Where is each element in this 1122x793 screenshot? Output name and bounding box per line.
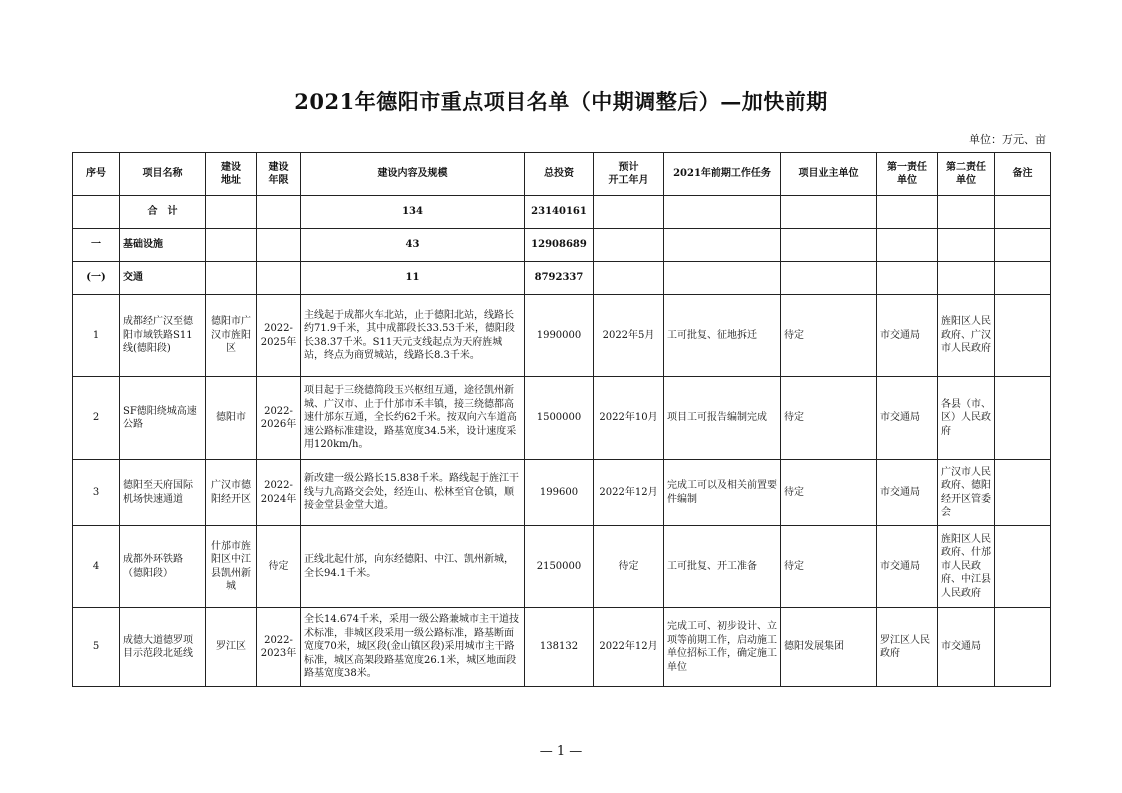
cell-empty [877, 262, 938, 295]
cell-empty [257, 229, 301, 262]
row-resp1: 市交通局 [877, 295, 938, 377]
header-content: 建设内容及规模 [301, 153, 525, 196]
row-owner: 德阳发展集团 [781, 608, 877, 687]
cell-empty [594, 196, 664, 229]
traffic-row [73, 262, 1051, 295]
row-remark [995, 608, 1051, 687]
cell-empty [938, 196, 995, 229]
cell-empty [73, 196, 120, 229]
traffic-count: 11 [301, 262, 525, 295]
row-owner: 待定 [781, 460, 877, 526]
row-resp1: 市交通局 [877, 526, 938, 608]
row-investment: 138132 [525, 608, 594, 687]
row-period: 2022-2025年 [257, 295, 301, 377]
row-name: 成都经广汉至德阳市域铁路S11线(德阳段) [120, 295, 206, 377]
row-investment: 199600 [525, 460, 594, 526]
row-name: 成德大道德罗项目示范段北延线 [120, 608, 206, 687]
cell-empty [877, 229, 938, 262]
row-resp2: 广汉市人民政府、德阳经开区管委会 [938, 460, 995, 526]
page-title: 2021年德阳市重点项目名单（中期调整后）—加快前期 [294, 89, 828, 114]
row-period: 待定 [257, 526, 301, 608]
header-owner: 项目业主单位 [781, 153, 877, 196]
row-location: 德阳市广汉市旌阳区 [206, 295, 257, 377]
header-location: 建设 地址 [206, 153, 257, 196]
row-content: 项目起于三绕德简段玉兴枢纽互通，途径凯州新城、广汉市、止于什邡市禾丰镇，接三绕德都高速什邡东互通，全长约62千米。按双向六车道高速公路标准建设，路基宽度34.5米，设计速度采用120km/h。 [301, 377, 525, 460]
row-task: 工可批复、征地拆迁 [664, 295, 781, 377]
cell-empty [995, 262, 1051, 295]
row-resp1: 市交通局 [877, 377, 938, 460]
header-investment: 总投资 [525, 153, 594, 196]
infra-row [73, 229, 1051, 262]
infra-label: 基础设施 [120, 229, 206, 262]
infra-seq: 一 [73, 229, 120, 262]
header-resp2: 第二责任 单位 [938, 153, 995, 196]
row-seq: 2 [73, 377, 120, 460]
header-row [73, 153, 1051, 196]
header-remark: 备注 [995, 153, 1051, 196]
cell-empty [594, 229, 664, 262]
cell-empty [995, 196, 1051, 229]
cell-empty [664, 262, 781, 295]
row-investment: 1500000 [525, 377, 594, 460]
row-start: 2022年12月 [594, 608, 664, 687]
table-row [73, 377, 1051, 460]
cell-empty [938, 229, 995, 262]
row-location: 广汉市德阳经开区 [206, 460, 257, 526]
row-location: 罗江区 [206, 608, 257, 687]
row-investment: 2150000 [525, 526, 594, 608]
row-name: 德阳至天府国际机场快速通道 [120, 460, 206, 526]
row-remark [995, 377, 1051, 460]
row-start: 2022年10月 [594, 377, 664, 460]
row-name: SF德阳绕城高速公路 [120, 377, 206, 460]
unit-label: 单位：万元、亩 [969, 133, 1046, 146]
cell-empty [664, 196, 781, 229]
total-label: 合 计 [120, 196, 206, 229]
row-investment: 1990000 [525, 295, 594, 377]
row-content: 新改建一级公路长15.838千米。路线起于旌江干线与九高路交会处，经连山、松林至官仓镇，顺接金堂县金堂大道。 [301, 460, 525, 526]
row-content: 正线北起什邡，向东经德阳、中江、凯州新城，全长94.1千米。 [301, 526, 525, 608]
row-owner: 待定 [781, 526, 877, 608]
row-period: 2022-2024年 [257, 460, 301, 526]
total-row [73, 196, 1051, 229]
traffic-investment: 8792337 [525, 262, 594, 295]
cell-empty [938, 262, 995, 295]
row-location: 德阳市 [206, 377, 257, 460]
row-task: 项目工可报告编制完成 [664, 377, 781, 460]
cell-empty [664, 229, 781, 262]
traffic-seq: (一) [73, 262, 120, 295]
table-row [73, 295, 1051, 377]
traffic-label: 交通 [120, 262, 206, 295]
cell-empty [877, 196, 938, 229]
row-owner: 待定 [781, 377, 877, 460]
cell-empty [257, 196, 301, 229]
row-seq: 1 [73, 295, 120, 377]
row-resp2: 各县（市、区）人民政府 [938, 377, 995, 460]
row-resp2: 市交通局 [938, 608, 995, 687]
header-period: 建设 年限 [257, 153, 301, 196]
row-remark [995, 460, 1051, 526]
row-period: 2022-2026年 [257, 377, 301, 460]
row-resp2: 旌阳区人民政府、什邡市人民政府、中江县人民政府 [938, 526, 995, 608]
row-owner: 待定 [781, 295, 877, 377]
header-start: 预计 开工年月 [594, 153, 664, 196]
row-period: 2022-2023年 [257, 608, 301, 687]
project-table [72, 152, 1051, 687]
table-row [73, 608, 1051, 687]
row-resp1: 市交通局 [877, 460, 938, 526]
row-start: 待定 [594, 526, 664, 608]
row-seq: 5 [73, 608, 120, 687]
table-row [73, 460, 1051, 526]
row-resp2: 旌阳区人民政府、广汉市人民政府 [938, 295, 995, 377]
row-content: 主线起于成都火车北站，止于德阳北站，线路长约71.9千米，其中成都段长33.53千米，德阳段长38.37千米。S11天元支线起点为天府旌城站，终点为商贸城站，线路长8.3千米。 [301, 295, 525, 377]
row-resp1: 罗江区人民政府 [877, 608, 938, 687]
row-name: 成都外环铁路（德阳段） [120, 526, 206, 608]
row-seq: 3 [73, 460, 120, 526]
row-content: 全长14.674千米，采用一级公路兼城市主干道技术标准，非城区段采用一级公路标准，路基断面宽度70米，城区段(金山镇区段)采用城市主干路标准，城区高架段路基宽度26.1米，城区地面段路基宽度38米。 [301, 608, 525, 687]
page-number: — 1 — [539, 744, 583, 759]
total-count: 134 [301, 196, 525, 229]
cell-empty [257, 262, 301, 295]
row-remark [995, 295, 1051, 377]
header-task: 2021年前期工作任务 [664, 153, 781, 196]
cell-empty [781, 196, 877, 229]
header-name: 项目名称 [120, 153, 206, 196]
infra-count: 43 [301, 229, 525, 262]
row-remark [995, 526, 1051, 608]
row-seq: 4 [73, 526, 120, 608]
row-task: 工可批复、开工准备 [664, 526, 781, 608]
cell-empty [594, 262, 664, 295]
cell-empty [206, 229, 257, 262]
table-row [73, 526, 1051, 608]
row-task: 完成工可以及相关前置要件编制 [664, 460, 781, 526]
infra-investment: 12908689 [525, 229, 594, 262]
row-task: 完成工可、初步设计、立项等前期工作，启动施工单位招标工作，确定施工单位 [664, 608, 781, 687]
cell-empty [781, 262, 877, 295]
header-resp1: 第一责任 单位 [877, 153, 938, 196]
cell-empty [206, 262, 257, 295]
row-start: 2022年12月 [594, 460, 664, 526]
cell-empty [995, 229, 1051, 262]
cell-empty [781, 229, 877, 262]
row-location: 什邡市旌阳区中江县凯州新城 [206, 526, 257, 608]
total-investment: 23140161 [525, 196, 594, 229]
cell-empty [206, 196, 257, 229]
row-start: 2022年5月 [594, 295, 664, 377]
header-seq: 序号 [73, 153, 120, 196]
